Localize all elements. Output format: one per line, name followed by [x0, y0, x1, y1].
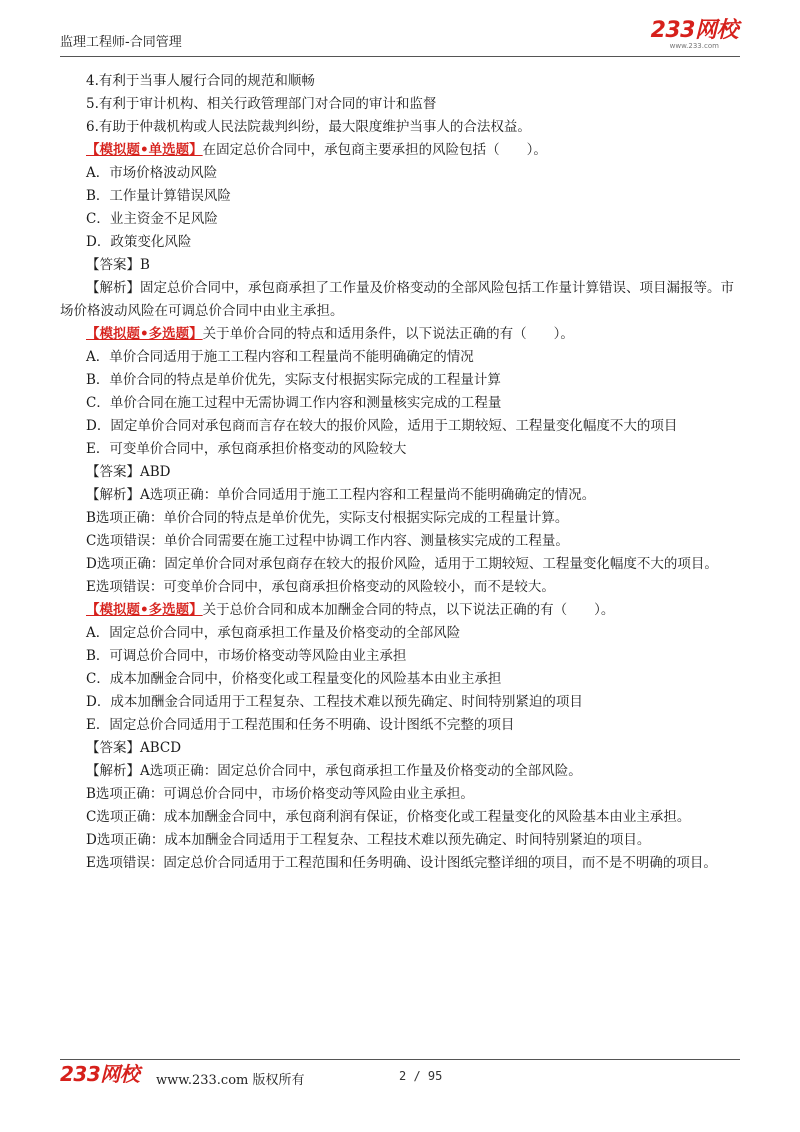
question-type-tag: 【模拟题•多选题】: [86, 602, 203, 618]
page-number: 2 / 95: [399, 1069, 443, 1083]
analysis-text: A选项正确：固定总价合同中，承包商承担工作量及价格变动的全部风险。: [140, 763, 582, 779]
document-title: 监理工程师-合同管理: [60, 35, 182, 50]
option-e: E．可变单价合同中，承包商承担价格变动的风险较大: [86, 441, 407, 457]
question-type-tag: 【模拟题•单选题】: [86, 142, 203, 158]
option-b: B．单价合同的特点是单价优先，实际支付根据实际完成的工程量计算: [86, 372, 501, 388]
question-type-tag: 【模拟题•多选题】: [86, 326, 203, 342]
logo-wordmark: 233网校: [650, 18, 738, 43]
analysis-line: D选项正确：成本加酬金合同适用于工程复杂、工程技术难以预先确定、时间特别紧迫的项目。: [86, 832, 651, 848]
answer-line: [86, 461, 746, 484]
footer-logo-wordmark: 233网校: [60, 1062, 140, 1086]
analysis-line: B选项正确：单价合同的特点是单价优先，实际支付根据实际完成的工程量计算。: [86, 510, 569, 526]
question-block: [86, 599, 746, 875]
footer-divider: [60, 1059, 740, 1060]
intro-line: 5.有利于审计机构、相关行政管理部门对合同的审计和监督: [86, 96, 437, 112]
analysis-line: D选项正确：固定单价合同对承包商存在较大的报价风险，适用于工期较短、工程量变化幅度不大的项目。: [86, 556, 718, 572]
intro-line: 6.有助于仲裁机构或人民法院裁判纠纷，最大限度维护当事人的合法权益。: [86, 119, 531, 135]
answer-label: 【答案】: [86, 464, 140, 480]
question-text: 关于单价合同的特点和适用条件，以下说法正确的有（ ）。: [202, 326, 574, 342]
analysis-line: [86, 484, 746, 507]
answer-line: [86, 254, 746, 277]
question-block: [86, 323, 746, 599]
copyright-text: www.233.com 版权所有: [156, 1073, 305, 1088]
analysis-line: B选项正确：可调总价合同中，市场价格变动等风险由业主承担。: [86, 786, 474, 802]
option-c: C．业主资金不足风险: [86, 211, 218, 227]
question-text: 关于总价合同和成本加酬金合同的特点，以下说法正确的有（ ）。: [202, 602, 615, 618]
answer-label: 【答案】: [86, 257, 140, 273]
analysis-label: 【解析】: [86, 487, 140, 503]
page-footer: [60, 1064, 740, 1088]
logo-url: www.233.com: [669, 42, 719, 50]
analysis-line: C选项正确：成本加酬金合同中，承包商利润有保证，价格变化或工程量变化的风险基本由业主承担。: [86, 809, 691, 825]
option-b: B．工作量计算错误风险: [86, 188, 231, 204]
footer-logo: [60, 1064, 139, 1084]
analysis-text: A选项正确：单价合同适用于施工工程内容和工程量尚不能明确确定的情况。: [140, 487, 596, 503]
option-c: C．成本加酬金合同中，价格变化或工程量变化的风险基本由业主承担: [86, 671, 502, 687]
answer-value: ABCD: [140, 740, 182, 756]
question-block: [60, 139, 746, 323]
question-stem: [86, 599, 746, 622]
analysis-line: E选项错误：固定总价合同适用于工程范围和任务明确、设计图纸完整详细的项目，而不是不明确的项目。: [86, 855, 717, 871]
page-content: [60, 70, 746, 875]
option-a: A．市场价格波动风险: [86, 165, 218, 181]
question-text: 在固定总价合同中，承包商主要承担的风险包括（ ）。: [202, 142, 547, 158]
option-d: D．固定单价合同对承包商而言存在较大的报价风险，适用于工期较短、工程量变化幅度不大的项目: [86, 418, 678, 434]
intro-line: 4.有利于当事人履行合同的规范和顺畅: [86, 73, 315, 89]
option-b: B．可调总价合同中，市场价格变动等风险由业主承担: [86, 648, 407, 664]
brand-logo: [651, 20, 738, 50]
option-e: E．固定总价合同适用于工程范围和任务不明确、设计图纸不完整的项目: [86, 717, 515, 733]
analysis-line: [86, 760, 746, 783]
analysis-line: E选项错误：可变单价合同中，承包商承担价格变动的风险较小，而不是较大。: [86, 579, 555, 595]
answer-value: ABD: [140, 464, 171, 480]
option-d: D．政策变化风险: [86, 234, 192, 250]
question-stem: [86, 139, 746, 162]
answer-label: 【答案】: [86, 740, 140, 756]
question-stem: [86, 323, 746, 346]
analysis-label: 【解析】: [86, 763, 140, 779]
option-d: D．成本加酬金合同适用于工程复杂、工程技术难以预先确定、时间特别紧迫的项目: [86, 694, 583, 710]
analysis-text: 固定总价合同中，承包商承担了工作量及价格变动的全部风险包括工作量计算错误、项目漏报等。市场价格波动风险在可调总价合同中由业主承担。: [60, 280, 734, 319]
analysis-line: C选项错误：单价合同需要在施工过程中协调工作内容、测量核实完成的工程量。: [86, 533, 569, 549]
answer-value: B: [140, 257, 150, 273]
header-divider: [60, 56, 740, 57]
answer-line: [86, 737, 746, 760]
option-a: A．固定总价合同中，承包商承担工作量及价格变动的全部风险: [86, 625, 461, 641]
analysis-label: 【解析】: [86, 280, 140, 296]
analysis-line: [60, 277, 746, 323]
option-a: A．单价合同适用于施工工程内容和工程量尚不能明确确定的情况: [86, 349, 474, 365]
option-c: C．单价合同在施工过程中无需协调工作内容和测量核实完成的工程量: [86, 395, 502, 411]
